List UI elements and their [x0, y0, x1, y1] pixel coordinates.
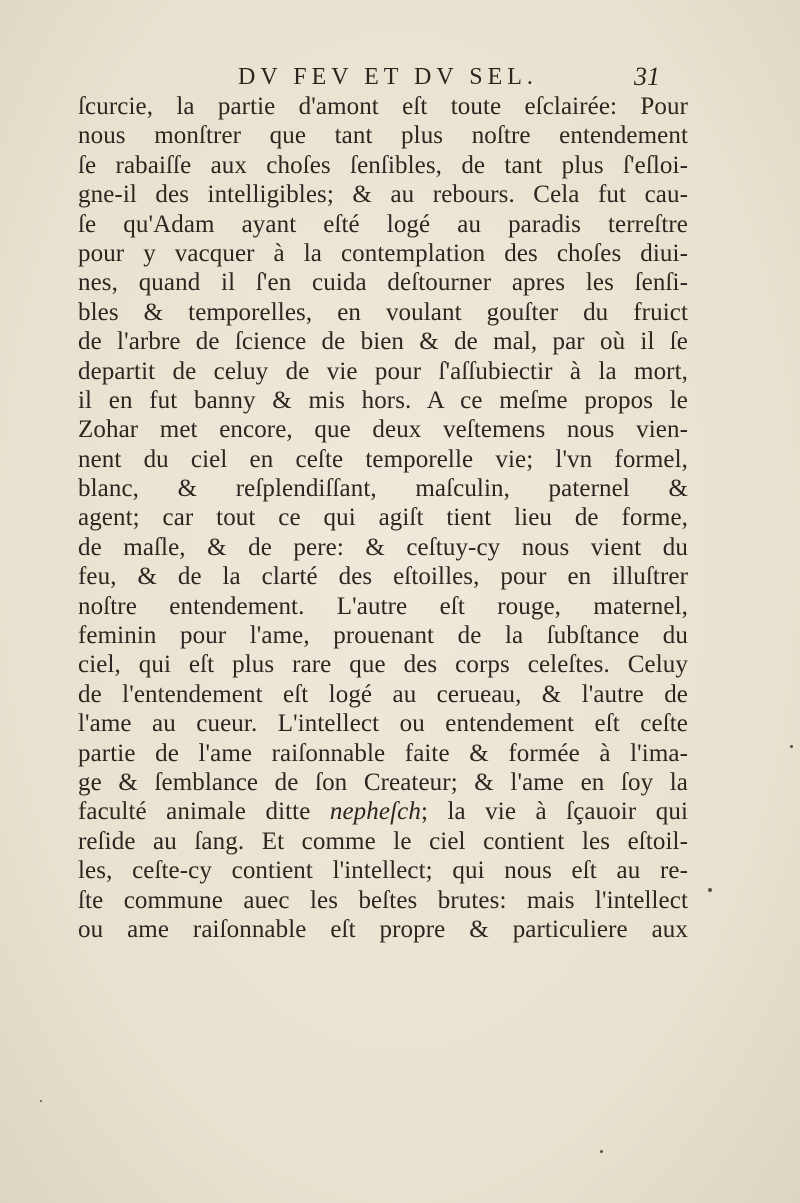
text-line: blanc, & reſplendiſſant, maſculin, paternel &: [78, 475, 688, 503]
text-line: gne-il des intelligibles; & au rebours. Cela fut cau-: [78, 181, 688, 209]
text-line: les, ceſte-cy contient l'intellect; qui nous eſt au re-: [78, 857, 688, 885]
text-line: de l'arbre de ſcience de bien & de mal, par où il ſe: [78, 328, 688, 356]
text-line: reſide au ſang. Et comme le ciel contient les eſtoil-: [78, 827, 688, 855]
text-line: ſte commune auec les beſtes brutes: mais l'intellect: [78, 886, 688, 914]
text-line: nent du ciel en ceſte temporelle vie; l'vn formel,: [78, 445, 688, 473]
text-line: ciel, qui eſt plus rare que des corps celeſtes. Celuy: [78, 651, 688, 679]
text-line: agent; car tout ce qui agiſt tient lieu de forme,: [78, 504, 688, 532]
text-line: faculté animale ditte nepheſch; la vie à ſçauoir qui: [78, 798, 688, 826]
text-line: ſe rabaiſſe aux choſes ſenſibles, de tant plus ſ'eſloi-: [78, 151, 688, 179]
ink-speck: [708, 888, 712, 892]
text-line: Zohar met encore, que deux veſtemens nous vien-: [78, 416, 688, 444]
text-line: pour y vacquer à la contemplation des choſes diui-: [78, 239, 688, 267]
ink-speck: [790, 745, 793, 748]
ink-speck: [40, 1100, 42, 1102]
page-number: 31: [634, 62, 660, 91]
body-text: [78, 92, 688, 944]
text-line: de maſle, & de pere: & ceſtuy-cy nous vient du: [78, 533, 688, 561]
text-line: departit de celuy de vie pour ſ'aſſubiectir à la mort,: [78, 357, 688, 385]
text-line: nes, quand il ſ'en cuida deſtourner apres les ſenſi-: [78, 269, 688, 297]
text-line: ſe qu'Adam ayant eſté logé au paradis terreſtre: [78, 210, 688, 238]
text-line: feminin pour l'ame, prouenant de la ſubſtance du: [78, 622, 688, 650]
text-line: noſtre entendement. L'autre eſt rouge, maternel,: [78, 592, 688, 620]
text-line: nous monſtrer que tant plus noſtre entendement: [78, 122, 688, 150]
text-line: de l'entendement eſt logé au cerueau, & l'autre de: [78, 680, 688, 708]
text-line: ſcurcie, la partie d'amont eſt toute eſclairée: Pour: [78, 93, 688, 120]
text-line: partie de l'ame raiſonnable faite & formée à l'ima-: [78, 739, 688, 767]
ink-speck: [600, 1150, 603, 1153]
text-line: il en fut banny & mis hors. A ce meſme propos le: [78, 386, 688, 414]
running-head: DV FEV ET DV SEL.: [238, 64, 538, 90]
text-line: bles & temporelles, en voulant gouſter du fruict: [78, 298, 688, 326]
text-line: feu, & de la clarté des eſtoilles, pour en illuſtrer: [78, 563, 688, 591]
text-line: ge & ſemblance de ſon Createur; & l'ame en ſoy la: [78, 768, 688, 796]
text-line: l'ame au cueur. L'intellect ou entendement eſt ceſte: [78, 710, 688, 738]
italic-term: nepheſch: [329, 798, 421, 826]
text-line: ou ame raiſonnable eſt propre & particuliere aux: [78, 915, 688, 943]
